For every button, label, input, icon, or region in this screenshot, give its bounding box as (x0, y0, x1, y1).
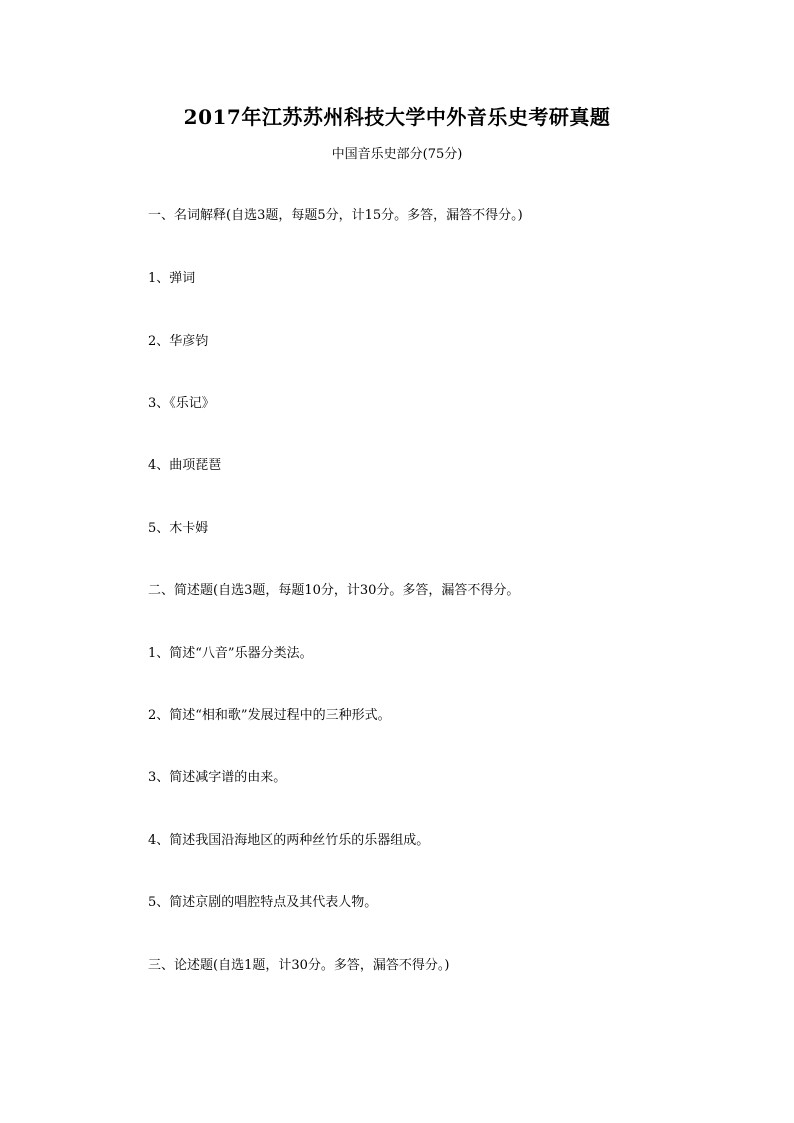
question-item: 5、木卡姆 (148, 521, 209, 536)
question-item: 1、弹词 (148, 271, 196, 286)
question-item: 2、简述“相和歌”发展过程中的三种形式。 (148, 708, 391, 723)
section-heading-3: 三、论述题(自选1题，计30分。多答，漏答不得分。) (148, 958, 450, 973)
question-item: 3、《乐记》 (148, 396, 215, 411)
question-item: 4、简述我国沿海地区的两种丝竹乐的乐器组成。 (148, 833, 430, 848)
page-title: 2017年江苏苏州科技大学中外音乐史考研真题 (183, 105, 611, 129)
section-heading-2: 二、简述题(自选3题，每题10分，计30分。多答，漏答不得分。 (148, 583, 520, 598)
question-item: 2、华彦钧 (148, 334, 209, 349)
section-heading-1: 一、名词解释(自选3题，每题5分，计15分。多答，漏答不得分。) (148, 208, 523, 223)
page-subtitle: 中国音乐史部分(75分) (331, 147, 463, 162)
question-item: 4、曲项琵琶 (148, 458, 222, 473)
question-item: 1、简述“八音”乐器分类法。 (148, 646, 313, 661)
question-item: 3、简述减字谱的由来。 (148, 770, 287, 785)
question-item: 5、简述京剧的唱腔特点及其代表人物。 (148, 895, 378, 910)
